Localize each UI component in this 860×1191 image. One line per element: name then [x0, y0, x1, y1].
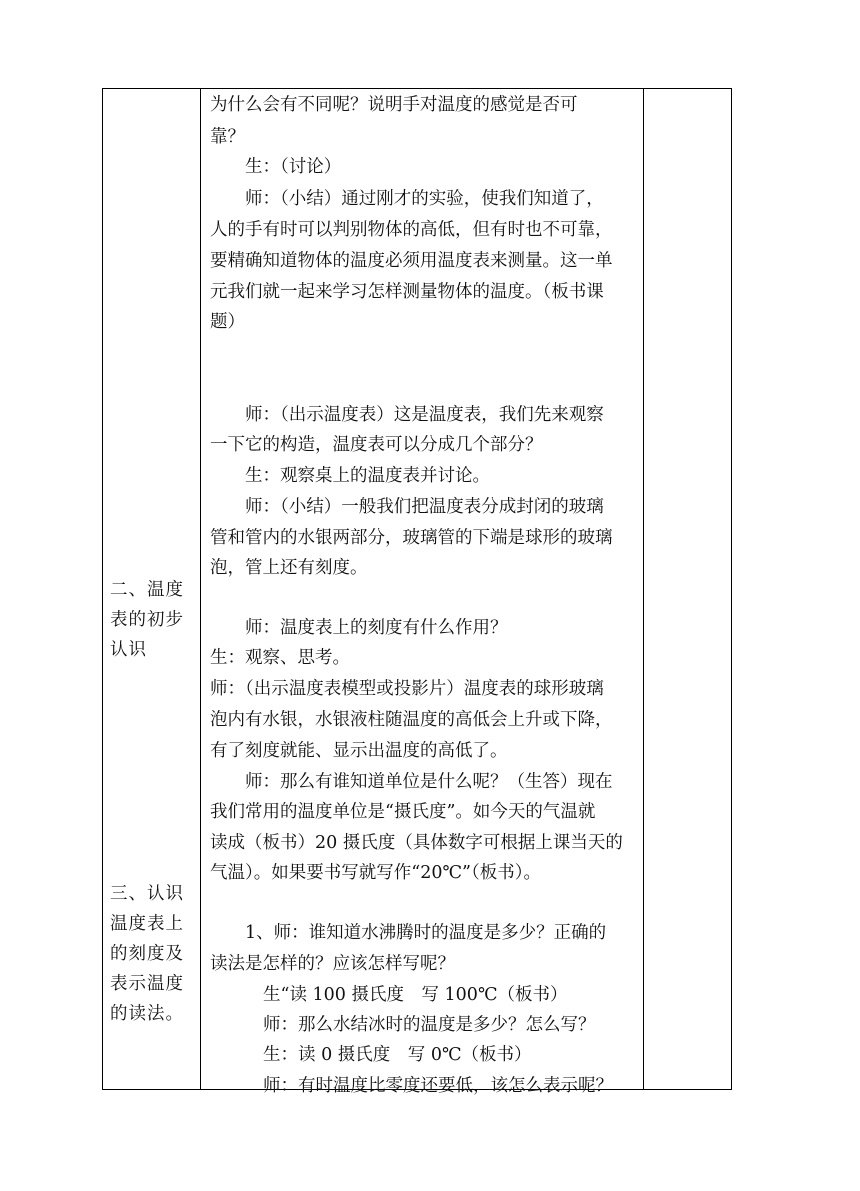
body-line: 管和管内的水银两部分，玻璃管的下端是球形的玻璃 [210, 528, 613, 548]
body-line: 生：读 0 摄氏度 写 0℃（板书） [263, 1045, 532, 1065]
body-line: 元我们就一起来学习怎样测量物体的温度。（板书课 [210, 282, 604, 302]
section2-line: 表的初步 [110, 610, 184, 630]
section3-line: 表示温度 [110, 974, 184, 994]
body-line: 要精确知道物体的温度必须用温度表来测量。这一单 [210, 251, 613, 271]
body-line: 生“读 100 摄氏度 写 100℃（板书） [263, 985, 568, 1005]
body-line: 有了刻度就能、显示出温度的高低了。 [210, 741, 508, 761]
section-heading-3 [110, 883, 198, 1025]
body-line: 师：有时温度比零度还要低，该怎么表示呢？ [263, 1076, 613, 1096]
body-line: 题） [210, 312, 245, 332]
body-line: 师：那么有谁知道单位是什么呢？（生答）现在 [245, 772, 613, 792]
column-divider-right [643, 89, 644, 1089]
body-line: 师：（小结）一般我们把温度表分成封闭的玻璃 [245, 497, 604, 517]
body-line: 靠？ [210, 127, 245, 147]
section3-line: 的刻度及 [110, 944, 184, 964]
section-heading-2 [110, 579, 198, 661]
body-line: 生：（讨论） [245, 157, 342, 177]
body-line: 生：观察桌上的温度表并讨论。 [245, 466, 490, 486]
section2-line: 认识 [110, 640, 147, 660]
body-line: 一下它的构造，温度表可以分成几个部分？ [210, 435, 543, 455]
section3-line: 三、认识 [110, 884, 184, 904]
body-line: 读成（板书）20 摄氏度（具体数字可根据上课当天的 [210, 833, 623, 853]
body-line: 泡，管上还有刻度。 [210, 558, 368, 578]
section3-line: 的读法。 [110, 1004, 184, 1024]
body-line: 读法是怎样的？应该怎样写呢？ [210, 954, 455, 974]
body-line: 气温）。如果要书写就写作“20℃”（板书）。 [210, 863, 541, 883]
body-line: 师：（出示温度表）这是温度表，我们先来观察 [245, 405, 604, 425]
body-line: 我们常用的温度单位是“摄氏度”。如今天的气温就 [210, 802, 596, 822]
body-line: 生：观察、思考。 [210, 648, 350, 668]
body-line: 泡内有水银，水银液柱随温度的高低会上升或下降， [210, 710, 613, 730]
body-line: 师：温度表上的刻度有什么作用？ [245, 618, 508, 638]
section3-line: 温度表上 [110, 914, 184, 934]
body-line: 师：那么水结冰时的温度是多少？怎么写？ [263, 1015, 596, 1035]
column-divider-left [200, 89, 201, 1089]
body-line: 师：（出示温度表模型或投影片）温度表的球形玻璃 [210, 679, 604, 699]
body-line: 1、师：谁知道水沸腾时的温度是多少？正确的 [245, 923, 607, 943]
body-line: 师：（小结）通过刚才的实验，使我们知道了， [245, 189, 604, 209]
body-line: 人的手有时可以判别物体的高低，但有时也不可靠， [210, 220, 613, 240]
body-line: 为什么会有不同呢？说明手对温度的感觉是否可 [210, 95, 578, 115]
section2-line: 二、温度 [110, 580, 184, 600]
